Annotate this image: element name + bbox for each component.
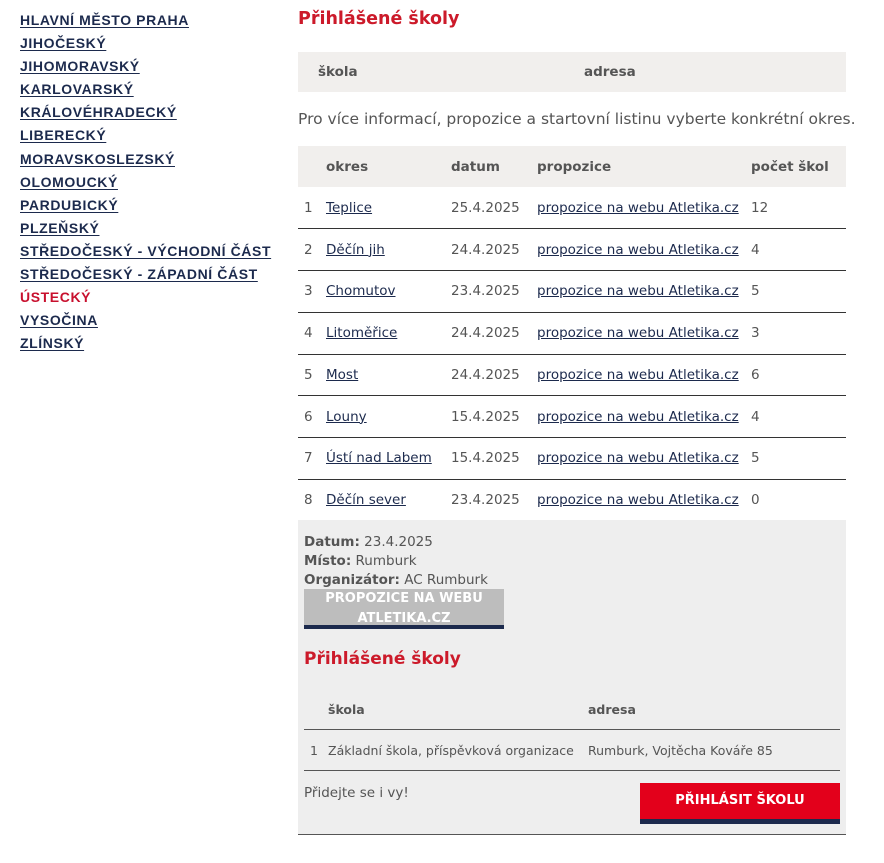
school-address: Rumburk, Vojtěcha Kováře 85 [588,743,773,758]
table-row [298,271,846,313]
region-link-kralovehradecky[interactable]: KRÁLOVÉHRADECKÝ [20,104,177,121]
col-okres-header: okres [326,158,369,175]
propozice-link[interactable]: propozice na webu Atletika.cz [537,408,739,425]
datum-cell: 23.4.2025 [451,492,520,509]
event-place [304,552,488,571]
okres-link[interactable]: Děčín jih [326,241,385,258]
event-organizer-value: AC Rumburk [404,572,488,588]
schools-header-bar [298,52,846,92]
district-table [298,146,846,522]
join-text: Přidejte se i vy! [304,785,409,801]
event-meta [304,533,488,590]
propozice-cell [537,438,751,480]
col-number-header [298,146,326,187]
okres-link[interactable]: Louny [326,408,367,425]
propozice-cell [537,229,751,271]
propozice-link[interactable]: propozice na webu Atletika.cz [537,199,739,216]
region-link-vysocina[interactable]: VYSOČINA [20,312,98,329]
propozice-link[interactable]: propozice na webu Atletika.cz [537,450,739,467]
detail-col-school-header: škola [328,702,365,717]
region-link-stredocesky-zapad[interactable]: STŘEDOČESKÝ - ZÁPADNÍ ČÁST [20,266,258,283]
okres-link[interactable]: Litoměřice [326,325,398,342]
propozice-link[interactable]: propozice na webu Atletika.cz [537,283,739,300]
detail-schools-title: Přihlášené školy [304,649,461,669]
okres-link[interactable]: Most [326,366,359,383]
propozice-cell [537,312,751,354]
table-row [298,187,846,229]
okres-cell [326,312,451,354]
table-row [304,730,840,771]
col-pocet-header: počet škol [751,158,829,175]
datum-cell: 15.4.2025 [451,450,520,467]
pocet-cell: 0 [751,492,760,509]
event-date-label: Datum: [304,534,360,550]
region-link-jihomoravsky[interactable]: JIHOMORAVSKÝ [20,58,140,75]
table-row [298,312,846,354]
propozice-link[interactable]: propozice na webu Atletika.cz [537,241,739,258]
row-number: 2 [304,241,313,258]
event-organizer-label: Organizátor: [304,572,400,588]
detail-schools-header [304,688,840,730]
okres-link[interactable]: Chomutov [326,283,396,300]
region-link-praha[interactable]: HLAVNÍ MĚSTO PRAHA [20,12,189,28]
okres-cell [326,229,451,271]
school-number: 1 [310,743,318,758]
propozice-button[interactable]: PROPOZICE NA WEBU ATLETIKA.CZ [304,589,504,629]
event-date [304,533,488,552]
region-link-stredocesky-vychod[interactable]: STŘEDOČESKÝ - VÝCHODNÍ ČÁST [20,242,272,259]
event-place-label: Místo: [304,553,352,569]
region-link-zlinsky[interactable]: ZLÍNSKÝ [20,335,85,352]
pocet-cell: 5 [751,450,760,467]
pocet-cell: 4 [751,408,760,425]
okres-cell [326,479,451,521]
okres-cell [326,438,451,480]
region-link-karlovarsky[interactable]: KARLOVARSKÝ [20,81,134,98]
row-number: 6 [304,408,313,425]
okres-cell [326,396,451,438]
propozice-cell [537,396,751,438]
okres-link[interactable]: Děčín sever [326,492,406,509]
okres-cell [326,271,451,313]
propozice-cell [537,187,751,229]
okres-cell [326,187,451,229]
row-number: 3 [304,283,313,300]
row-number: 8 [304,492,313,509]
region-link-pardubicky[interactable]: PARDUBICKÝ [20,196,119,213]
detail-col-address-header: adresa [588,702,636,717]
datum-cell: 15.4.2025 [451,408,520,425]
okres-cell [326,354,451,396]
row-number: 4 [304,325,313,342]
pocet-cell: 5 [751,283,760,300]
school-name: Základní škola, příspěvková organizace [328,743,574,758]
pocet-cell: 12 [751,199,769,216]
propozice-cell [537,479,751,521]
signup-school-button[interactable]: PŘIHLÁSIT ŠKOLU [640,783,840,824]
event-organizer [304,571,488,590]
table-row [298,479,846,521]
district-table-header [298,146,846,187]
row-number: 7 [304,450,313,467]
pocet-cell: 6 [751,366,760,383]
region-link-olomoucky[interactable]: OLOMOUCKÝ [20,173,118,190]
region-sidebar [20,9,270,355]
region-link-ustecky[interactable]: ÚSTECKÝ [20,289,92,306]
col-propozice-header: propozice [537,158,612,175]
row-number: 5 [304,366,313,383]
datum-cell: 24.4.2025 [451,366,520,383]
propozice-link[interactable]: propozice na webu Atletika.cz [537,366,739,383]
event-date-value: 23.4.2025 [364,534,433,550]
region-link-plzensky[interactable]: PLZEŇSKÝ [20,219,100,236]
propozice-cell [537,271,751,313]
propozice-link[interactable]: propozice na webu Atletika.cz [537,492,739,509]
region-link-liberecky[interactable]: LIBERECKÝ [20,127,107,144]
table-row [298,354,846,396]
row-number: 1 [304,199,313,216]
pocet-cell: 4 [751,241,760,258]
table-row [298,396,846,438]
region-link-jihocesky[interactable]: JIHOČESKÝ [20,35,107,52]
col-address-header: adresa [584,64,636,80]
region-link-moravskoslezsky[interactable]: MORAVSKOSLEZSKÝ [20,150,175,167]
info-text: Pro více informací, propozice a startovní listinu vyberte konkrétní okres. [298,110,856,128]
col-datum-header: datum [451,158,500,175]
table-row [298,229,846,271]
propozice-link[interactable]: propozice na webu Atletika.cz [537,325,739,342]
table-row [298,438,846,480]
col-school-header: škola [318,64,358,80]
okres-link[interactable]: Teplice [326,199,373,216]
event-place-value: Rumburk [355,553,417,569]
datum-cell: 24.4.2025 [451,325,520,342]
okres-link[interactable]: Ústí nad Labem [326,450,432,467]
district-detail-panel [298,520,846,835]
datum-cell: 23.4.2025 [451,283,520,300]
datum-cell: 25.4.2025 [451,199,520,216]
pocet-cell: 3 [751,325,760,342]
datum-cell: 24.4.2025 [451,241,520,258]
page-title: Přihlášené školy [298,9,460,29]
propozice-cell [537,354,751,396]
